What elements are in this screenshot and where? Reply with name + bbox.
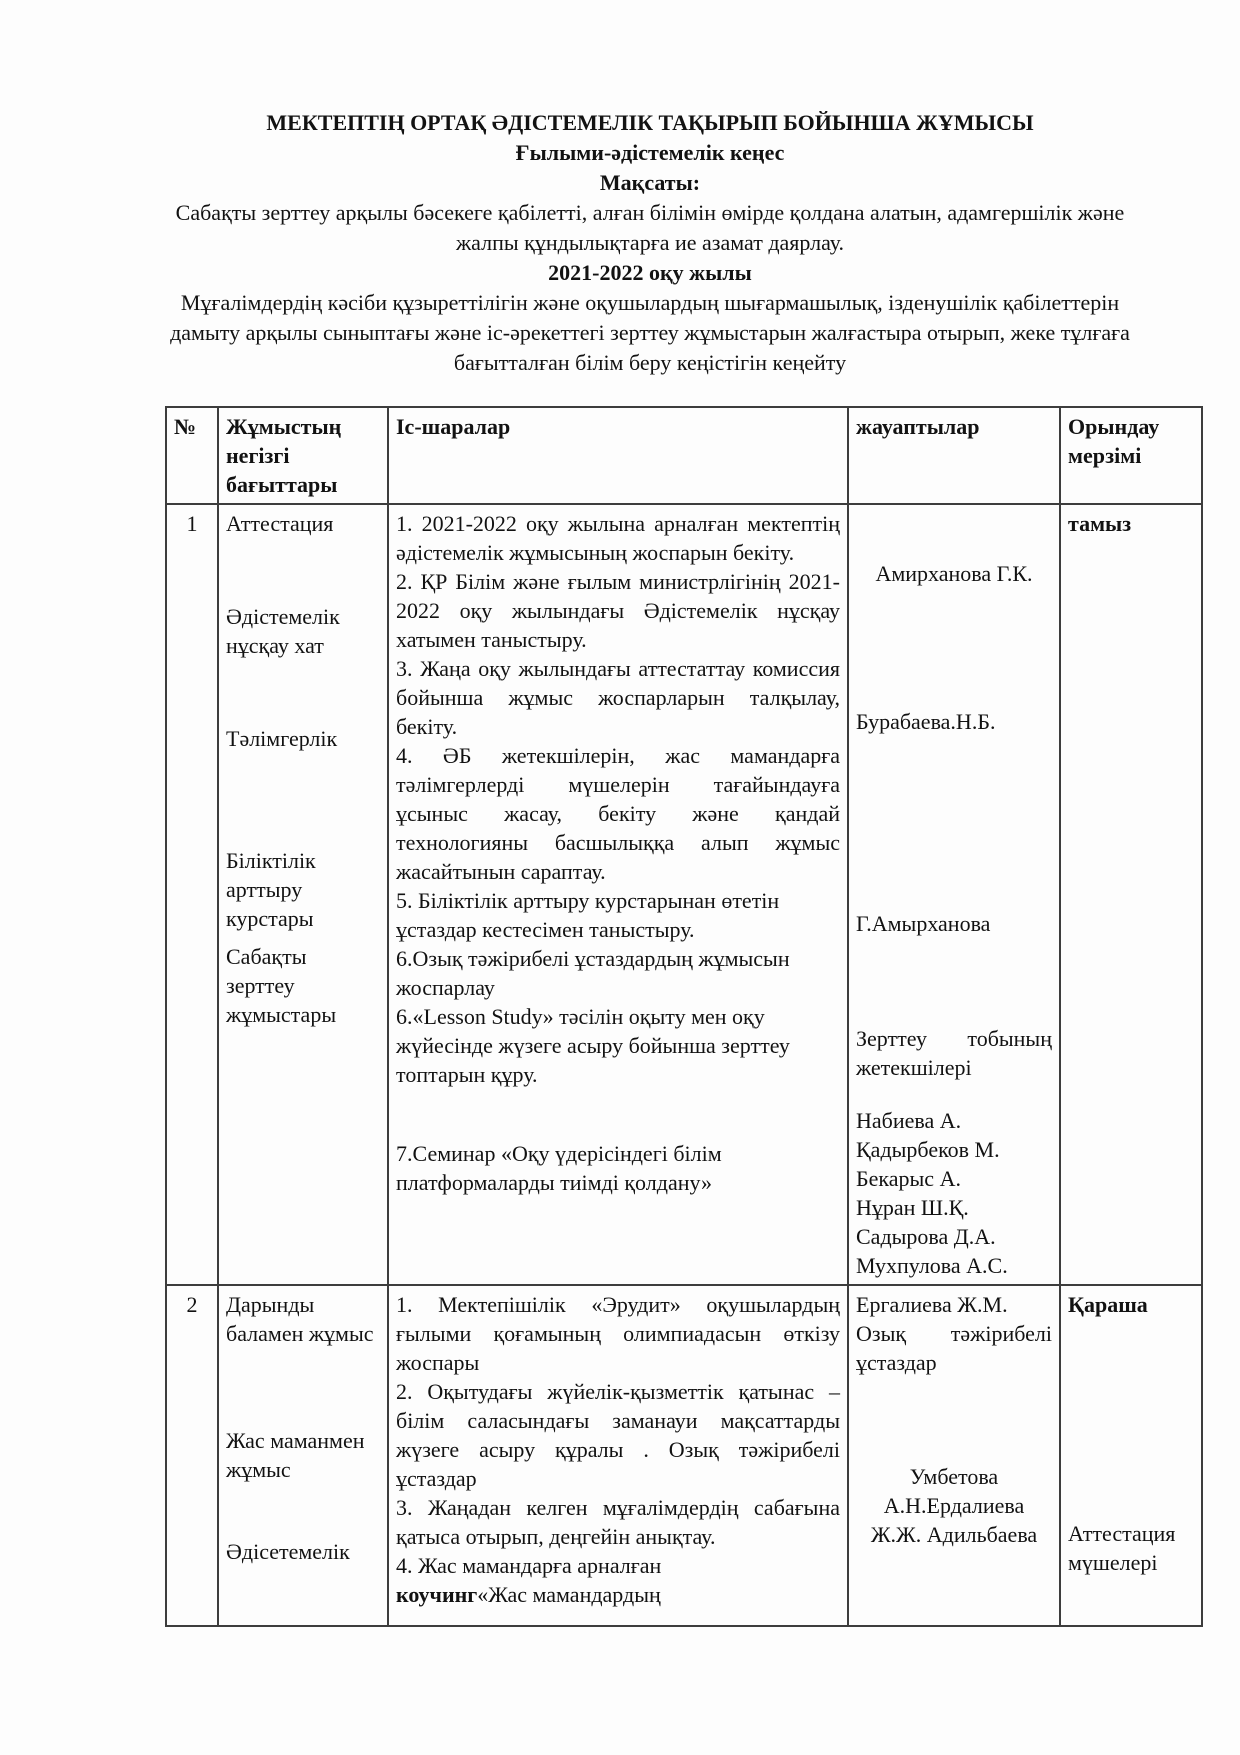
activity-item: 3. Жаңадан келген мұғалімдердің сабағына қатыса отырып, деңгейін анықтау. <box>396 1495 840 1549</box>
column-header-responsible: жауаптылар <box>848 407 1060 504</box>
responsible-name: Бекарыс А. <box>856 1166 961 1191</box>
row-number: 2 <box>166 1285 218 1626</box>
activities-cell <box>388 1285 848 1626</box>
goal-text: Сабақты зерттеу арқылы бәсекеге қабілетті, алған білімін өмірде қолдана алатын, адамгершілік және жалпы құндылықтарға ие азамат даярлау. <box>175 200 1125 255</box>
school-year-label: 2021-2022 оқу жылы <box>548 260 752 285</box>
activity-item: 1. 2021-2022 оқу жылына арналған мектептің әдістемелік жұмысының жоспарын бекіту. <box>396 511 840 565</box>
responsible-name: Г.Амырханова <box>856 911 991 936</box>
responsible-group: Озық тәжірибелі ұстаздар <box>856 1321 1052 1375</box>
column-header-activities: Іс-шаралар <box>388 407 848 504</box>
deadline-cell <box>1060 504 1202 1285</box>
page-title: МЕКТЕПТІҢ ОРТАҚ ӘДІСТЕМЕЛІК ТАҚЫРЫП БОЙЫНША ЖҰМЫСЫ <box>266 110 1034 135</box>
subtitle: Ғылыми-әдістемелік кеңес <box>515 140 785 165</box>
document-header <box>150 0 1150 378</box>
responsible-name: Бурабаева.Н.Б. <box>856 709 996 734</box>
column-header-num: № <box>166 407 218 504</box>
intro-text: Мұғалімдердің кәсіби құзыреттілігін және оқушылардың шығармашылық, ізденушілік қабілеттерін дамыту арқылы сыныптағы және іс-әрекеттегі зерттеу жұмыстарын жалғастыра отырып, жеке тұлғаға бағытталған білім беру кеңістігін кеңейту <box>170 290 1130 375</box>
activity-item: 2. Оқытудағы жүйелік-қызметтік қатынас – білім саласындағы заманауи мақсаттарды жүзеге асыру құралы . Озық тәжірибелі ұстаздар <box>396 1379 840 1491</box>
activity-item: 3. Жаңа оқу жылындағы аттестаттау комиссия бойынша жұмыс жоспарларын талқылау, бекіту. <box>396 656 840 739</box>
activity-item: 6.«Lesson Study» тәсілін оқыту мен оқу жүйесінде жүзеге асыру бойынша зерттеу топтарын құру. <box>396 1004 790 1087</box>
deadline-cell <box>1060 1285 1202 1626</box>
direction-item: Әдістемелік нұсқау хат <box>226 604 340 658</box>
direction-item: Жас маманмен жұмыс <box>226 1428 365 1482</box>
deadline-value: Қараша <box>1068 1292 1148 1317</box>
directions-cell <box>218 504 388 1285</box>
table-header-row <box>166 407 1202 504</box>
column-header-directions: Жұмыстың негізгі бағыттары <box>218 407 388 504</box>
responsible-name: Нұран Ш.Қ. <box>856 1195 969 1220</box>
direction-item: Біліктілік арттыру курстары <box>226 848 316 931</box>
responsible-name: Ж.Ж. Адильбаева <box>870 1522 1038 1547</box>
table-row <box>166 1285 1202 1626</box>
responsible-group: Зерттеу тобының жетекшілері <box>856 1026 1052 1080</box>
direction-item: Аттестация <box>226 511 334 536</box>
activity-item: 1. Мектепішілік «Эрудит» оқушылардың ғылыми қоғамының олимпиадасын өткізу жоспары <box>396 1292 840 1375</box>
responsible-name: Умбетова <box>909 1464 999 1489</box>
responsible-name: Набиева А. <box>856 1108 962 1133</box>
direction-item: Дарынды баламен жұмыс <box>226 1292 374 1346</box>
responsible-name: А.Н.Ердалиева <box>883 1493 1025 1518</box>
direction-item: Сабақты зерттеу жұмыстары <box>226 944 337 1027</box>
column-header-deadline: Орындау мерзімі <box>1060 407 1202 504</box>
activity-item: 4. ӘБ жетекшілерін, жас мамандарға тәлімгерлерді мүшелерін тағайындауға ұсыныс жасау, бекіту және қандай технологияны басшылыққа алып жұмыс жасайтынын сараптау. <box>396 743 840 884</box>
activities-cell <box>388 504 848 1285</box>
direction-item: Әдісетемелік <box>226 1539 350 1564</box>
activity-item: 4. Жас мамандарға арналған <box>396 1553 662 1578</box>
deadline-value: тамыз <box>1068 511 1132 536</box>
row-number: 1 <box>166 504 218 1285</box>
deadline-note: Аттестация мүшелері <box>1068 1521 1176 1575</box>
table-row <box>166 504 1202 1285</box>
responsible-cell <box>848 1285 1060 1626</box>
responsible-name: Қадырбеков М. <box>856 1137 1000 1162</box>
responsible-cell <box>848 504 1060 1285</box>
activity-item: 6.Озық тәжірибелі ұстаздардың жұмысын жоспарлау <box>396 946 790 1000</box>
goal-label: Мақсаты: <box>599 170 701 195</box>
responsible-name: Садырова Д.А. <box>856 1224 996 1249</box>
responsible-name: Ергалиева Ж.М. <box>856 1292 1008 1317</box>
work-plan-table <box>165 406 1203 1627</box>
direction-item: Тәлімгерлік <box>226 726 338 751</box>
activity-item: 2. ҚР Білім және ғылым министрлігінің 2021-2022 оқу жылындағы Әдістемелік нұсқау хатымен таныстыру. <box>396 569 840 652</box>
activity-item: 7.Семинар «Оқу үдерісіндегі білім платформаларды тиімді қолдану» <box>396 1141 722 1195</box>
directions-cell <box>218 1285 388 1626</box>
coaching-bold-text: коучинг <box>396 1582 478 1607</box>
coaching-rest-text: «Жас мамандардың <box>477 1582 661 1607</box>
activity-item-coaching <box>396 1580 840 1609</box>
activity-item: 5. Біліктілік арттыру курстарынан өтетін ұстаздар кестесімен таныстыру. <box>396 888 780 942</box>
responsible-name: Амирханова Г.К. <box>875 561 1033 586</box>
responsible-name: Мухпулова А.С. <box>856 1253 1008 1278</box>
